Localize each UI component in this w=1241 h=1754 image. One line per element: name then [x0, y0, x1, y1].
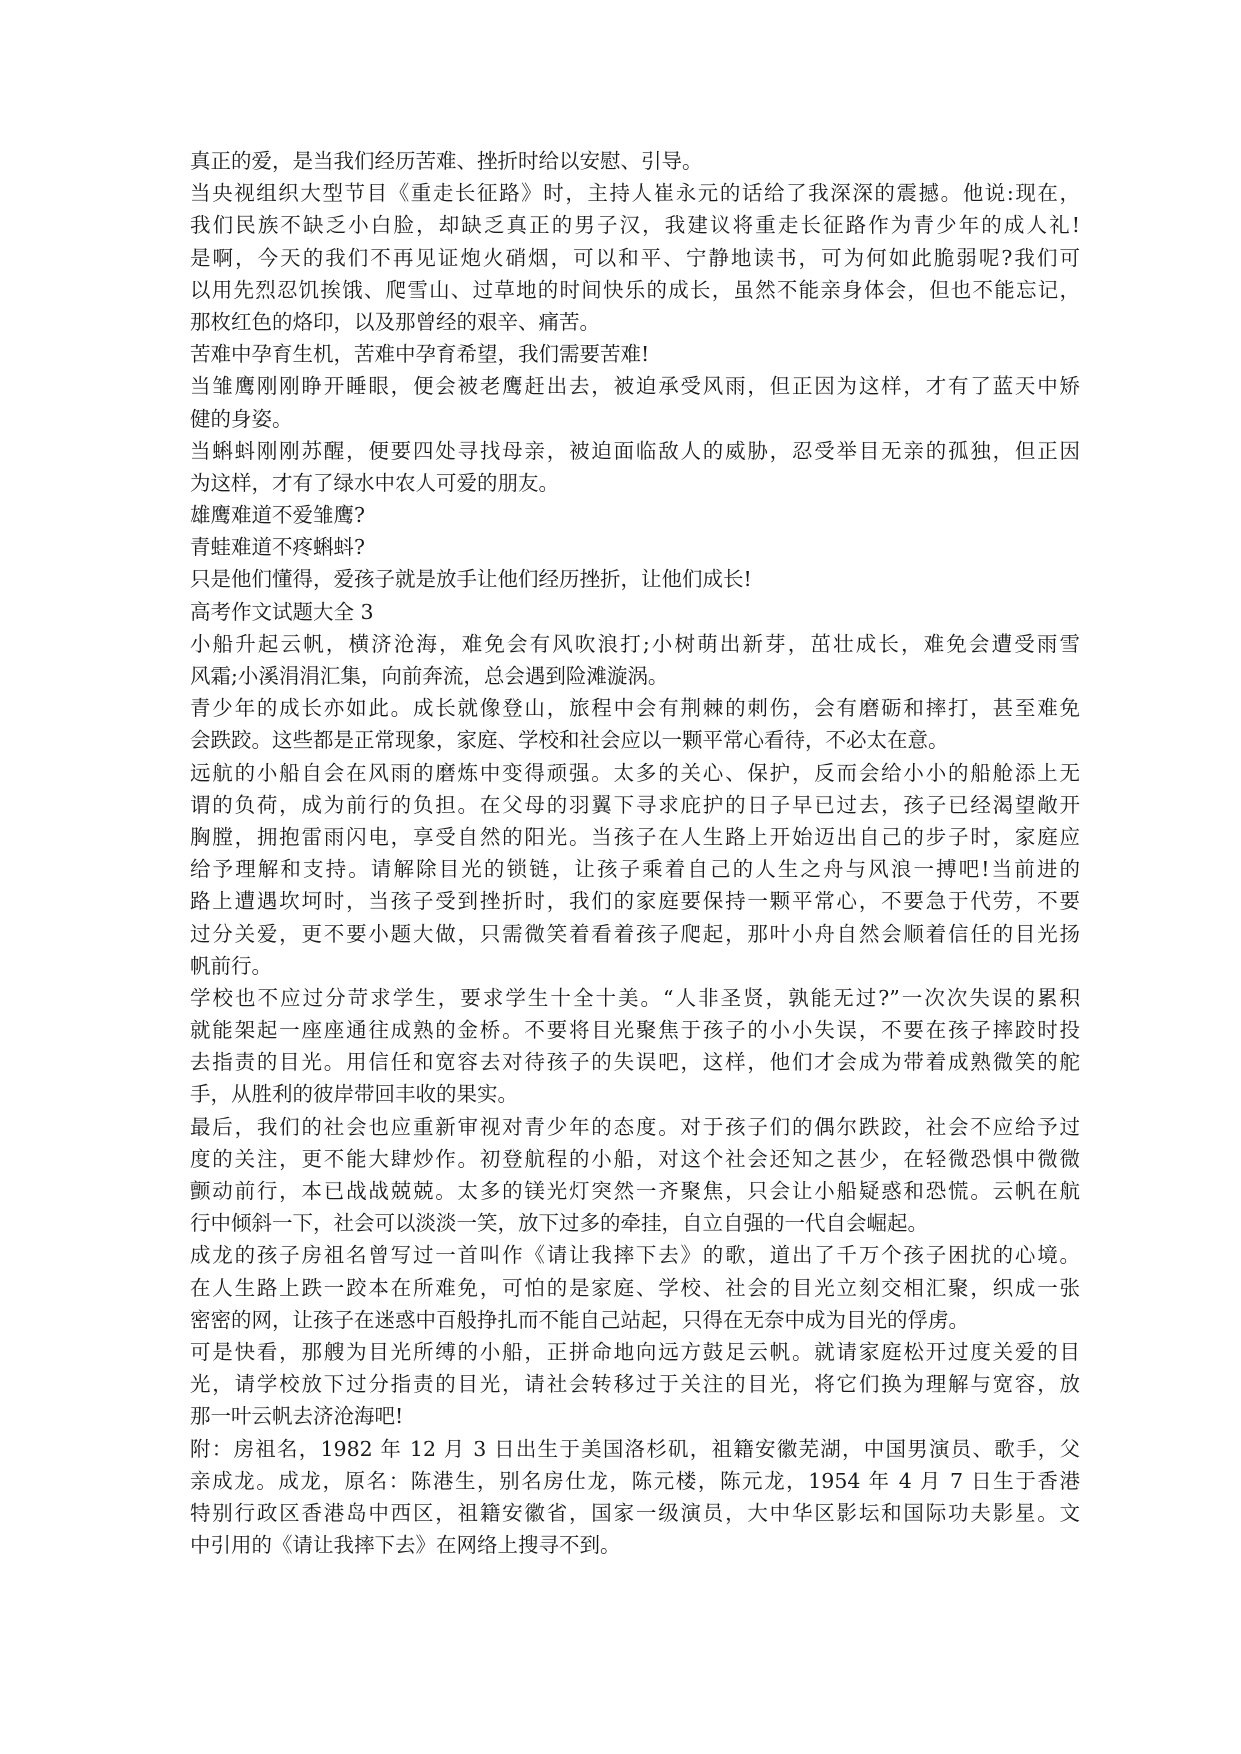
text-line: 给予理解和支持。请解除目光的锁链，让孩子乘着自己的人生之舟与风浪一搏吧!当前进的: [190, 857, 1080, 882]
text-line: 过分关爱，更不要小题大做，只需微笑着看着孩子爬起，那叶小舟自然会顺着信任的目光扬: [190, 921, 1080, 946]
text-line: 在人生路上跌一跤本在所难免，可怕的是家庭、学校、社会的目光立刻交相汇聚，织成一张: [190, 1275, 1080, 1300]
text-line: 光，请学校放下过分指责的目光，请社会转移过于关注的目光，将它们换为理解与宽容，放: [190, 1372, 1080, 1397]
text-line: 中引用的《请让我摔下去》在网络上搜寻不到。: [190, 1533, 621, 1558]
text-line: 行中倾斜一下，社会可以淡淡一笑，放下过多的牵挂，自立自强的一代自会崛起。: [190, 1211, 928, 1236]
text-line: 亲成龙。成龙，原名：陈港生，别名房仕龙，陈元楼，陈元龙，1954 年 4 月 7 日生于香港: [190, 1468, 1080, 1493]
text-line: 小船升起云帆，横济沧海，难免会有风吹浪打;小树萌出新芽，茁壮成长，难免会遭受雨雪: [190, 631, 1080, 656]
text-line: 苦难中孕育生机，苦难中孕育希望，我们需要苦难!: [190, 342, 650, 367]
text-line: 去指责的目光。用信任和宽容去对待孩子的失误吧，这样，他们才会成为带着成熟微笑的舵: [190, 1050, 1080, 1075]
text-line: 只是他们懂得，爱孩子就是放手让他们经历挫折，让他们成长!: [190, 567, 752, 592]
text-line: 帆前行。: [190, 953, 272, 978]
text-line: 可是快看，那艘为目光所缚的小船，正拼命地向远方鼓足云帆。就请家庭松开过度关爱的目: [190, 1339, 1080, 1364]
text-line: 颤动前行，本已战战兢兢。太多的镁光灯突然一齐聚焦，只会让小船疑惑和恐慌。云帆在航: [190, 1179, 1080, 1203]
text-line: 真正的爱，是当我们经历苦难、挫折时给以安慰、引导。: [190, 149, 703, 173]
text-line: 最后，我们的社会也应重新审视对青少年的态度。对于孩子们的偶尔跌跤，社会不应给予过: [190, 1114, 1080, 1139]
text-line: 青少年的成长亦如此。成长就像登山，旅程中会有荆棘的刺伤，会有磨砺和摔打，甚至难免: [190, 696, 1080, 721]
text-line: 特别行政区香港岛中西区，祖籍安徽省，国家一级演员，大中华区影坛和国际功夫影星。文: [190, 1500, 1080, 1525]
text-line: 健的身姿。: [190, 406, 293, 431]
text-line: 度的关注，更不能大肆炒作。初登航程的小船，对这个社会还知之甚少，在轻微恐惧中微微: [190, 1146, 1080, 1171]
text-line: 当蝌蚪刚刚苏醒，便要四处寻找母亲，被迫面临敌人的威胁，忍受举目无亲的孤独，但正因: [190, 438, 1080, 463]
text-line: 青蛙难道不疼蝌蚪?: [190, 535, 365, 560]
text-line: 就能架起一座座通往成熟的金桥。不要将目光聚焦于孩子的小小失误，不要在孩子摔跤时投: [190, 1018, 1080, 1043]
text-line: 谓的负荷，成为前行的负担。在父母的羽翼下寻求庇护的日子早已过去，孩子已经渴望敞开: [190, 792, 1080, 817]
text-line: 风霜;小溪涓涓汇集，向前奔流，总会遇到险滩漩涡。: [190, 664, 669, 688]
text-line: 雄鹰难道不爱雏鹰?: [190, 503, 365, 528]
text-line: 成龙的孩子房祖名曾写过一首叫作《请让我摔下去》的歌，道出了千万个孩子困扰的心境。: [190, 1243, 1080, 1268]
text-line: 路上遭遇坎坷时，当孩子受到挫折时，我们的家庭要保持一颗平常心，不要急于代劳，不要: [190, 889, 1080, 914]
text-line: 密密的网，让孩子在迷惑中百般挣扎而不能自己站起，只得在无奈中成为目光的俘虏。: [190, 1307, 969, 1332]
text-line: 学校也不应过分苛求学生，要求学生十全十美。“人非圣贤，孰能无过?”一次次失误的累积: [190, 985, 1080, 1010]
text-line: 那枚红色的烙印，以及那曾经的艰辛、痛苦。: [190, 309, 600, 334]
text-line: 当雏鹰刚刚睁开睡眼，便会被老鹰赶出去，被迫承受风雨，但正因为这样，才有了蓝天中矫: [190, 374, 1080, 399]
text-line: 高考作文试题大全 3: [190, 599, 374, 624]
text-line: 我们民族不缺乏小白脸，却缺乏真正的男子汉，我建议将重走长征路作为青少年的成人礼!: [190, 213, 1080, 238]
text-line: 以用先烈忍饥挨饿、爬雪山、过草地的时间快乐的成长，虽然不能亲身体会，但也不能忘记，: [190, 277, 1080, 302]
text-line: 当央视组织大型节目《重走长征路》时，主持人崔永元的话给了我深深的震撼。他说:现在，: [190, 181, 1080, 206]
text-line: 为这样，才有了绿水中农人可爱的朋友。: [190, 470, 559, 495]
text-line: 附：房祖名，1982 年 12 月 3 日出生于美国洛杉矶，祖籍安徽芜湖，中国男演员、歌手，父: [190, 1436, 1080, 1461]
text-line: 胸膛，拥抱雷雨闪电，享受自然的阳光。当孩子在人生路上开始迈出自己的步子时，家庭应: [190, 824, 1080, 849]
text-line: 远航的小船自会在风雨的磨炼中变得顽强。太多的关心、保护，反而会给小小的船舱添上无: [190, 760, 1080, 785]
text-line: 是啊，今天的我们不再见证炮火硝烟，可以和平、宁静地读书，可为何如此脆弱呢?我们可: [190, 245, 1080, 270]
text-line: 会跌跤。这些都是正常现象，家庭、学校和社会应以一颗平常心看待，不必太在意。: [190, 728, 949, 753]
text-line: 那一叶云帆去济沧海吧!: [190, 1404, 404, 1429]
document-body: [190, 145, 1080, 1561]
text-line: 手，从胜利的彼岸带回丰收的果实。: [190, 1082, 518, 1107]
